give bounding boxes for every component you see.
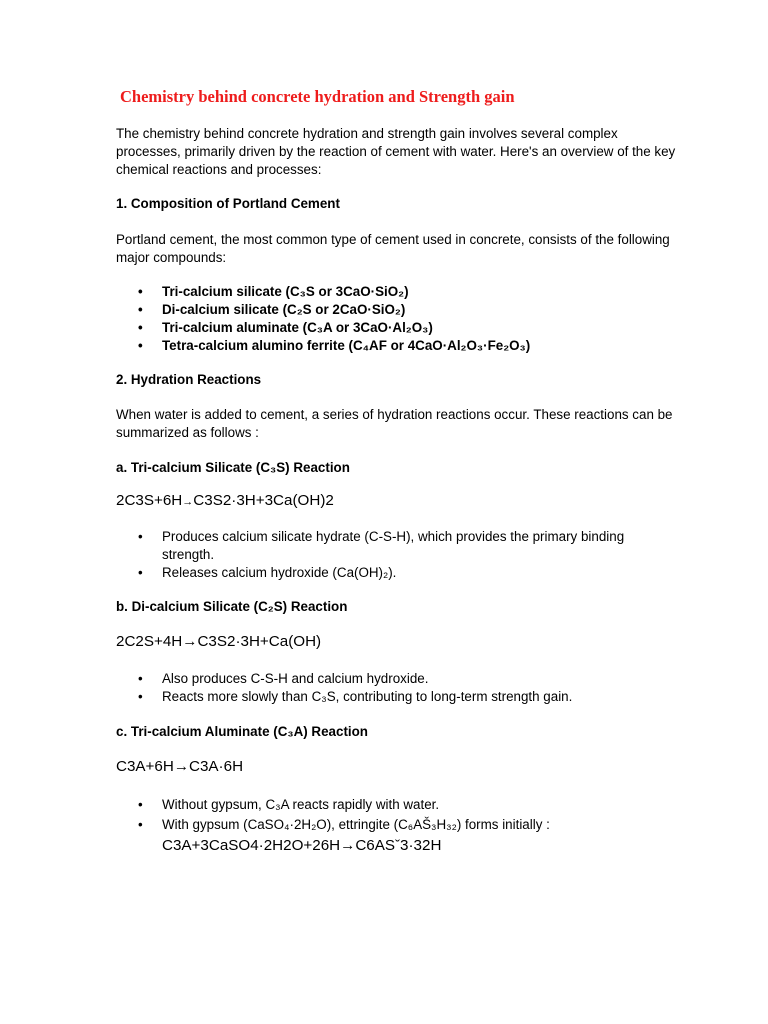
section-heading-hydration: 2. Hydration Reactions — [116, 372, 262, 387]
list-item: • Reacts more slowly than C₃S, contributing to long-term strength gain. — [138, 689, 573, 704]
list-item: • Di-calcium silicate (C₂S or 2CaO·SiO₂) — [138, 302, 406, 317]
list-item: • Also produces C-S-H and calcium hydroxide. — [138, 671, 429, 686]
bullet-icon: • — [138, 671, 143, 686]
bullet-icon: • — [138, 302, 143, 317]
c2s-effects-list — [116, 670, 676, 706]
bullet-icon: • — [138, 565, 143, 580]
intro-paragraph: The chemistry behind concrete hydration and strength gain involves several complex processes, primarily driven by the reaction of cement with water. Here's an overview of the key chemical reactions and processes: — [116, 126, 676, 177]
list-item: • Releases calcium hydroxide (Ca(OH)₂). — [138, 565, 397, 580]
c3a-effects-list — [116, 796, 676, 856]
equation-c2s: 2C2S+4H→C3S2·3H+Ca(OH) — [116, 633, 322, 650]
equation-c3s: 2C3S+6H→C3S2·3H+3Ca(OH)2 — [116, 492, 334, 509]
subheading-c3s-reaction: a. Tri-calcium Silicate (C₃S) Reaction — [116, 460, 350, 475]
composition-paragraph: Portland cement, the most common type of cement used in concrete, consists of the following major compounds: — [116, 232, 670, 265]
equation-c3a: C3A+6H→C3A·6H — [116, 758, 244, 775]
bullet-icon: • — [138, 797, 143, 812]
bullet-icon: • — [138, 338, 143, 353]
document-title: Chemistry behind concrete hydration and Strength gain — [120, 87, 515, 106]
list-item: • Tri-calcium aluminate (C₃A or 3CaO·Al₂O₃) — [138, 320, 433, 335]
c3s-effects-list — [116, 528, 676, 582]
hydration-paragraph: When water is added to cement, a series of hydration reactions occur. These reactions can be summarized as follows : — [116, 407, 673, 440]
bullet-icon: • — [138, 284, 143, 299]
equation-ettringite: C3A+3CaSO4·2H2O+26H→C6ASˇ3·32H — [162, 837, 442, 854]
list-item: • Tri-calcium silicate (C₃S or 3CaO·SiO₂) — [138, 284, 409, 299]
compound-list — [116, 283, 676, 355]
list-item: • With gypsum (CaSO₄·2H₂O), ettringite (C₆AŠ₃H₃₂) forms initially : C3A+3CaSO4·2H2O+26H→C6ASˇ3·32H — [116, 816, 676, 856]
section-heading-composition: 1. Composition of Portland Cement — [116, 196, 340, 211]
bullet-icon: • — [138, 529, 143, 544]
subheading-c2s-reaction: b. Di-calcium Silicate (C₂S) Reaction — [116, 599, 348, 614]
list-item: • Without gypsum, C₃A reacts rapidly with water. — [138, 797, 440, 812]
subheading-c3a-reaction: c. Tri-calcium Aluminate (C₃A) Reaction — [116, 724, 368, 739]
list-item: • Produces calcium silicate hydrate (C-S-H), which provides the primary binding strength. — [138, 529, 625, 562]
bullet-icon: • — [138, 320, 143, 335]
list-item: • Tetra-calcium alumino ferrite (C₄AF or 4CaO·Al₂O₃·Fe₂O₃) — [138, 338, 531, 353]
bullet-icon: • — [138, 689, 143, 704]
bullet-icon: • — [138, 817, 143, 832]
